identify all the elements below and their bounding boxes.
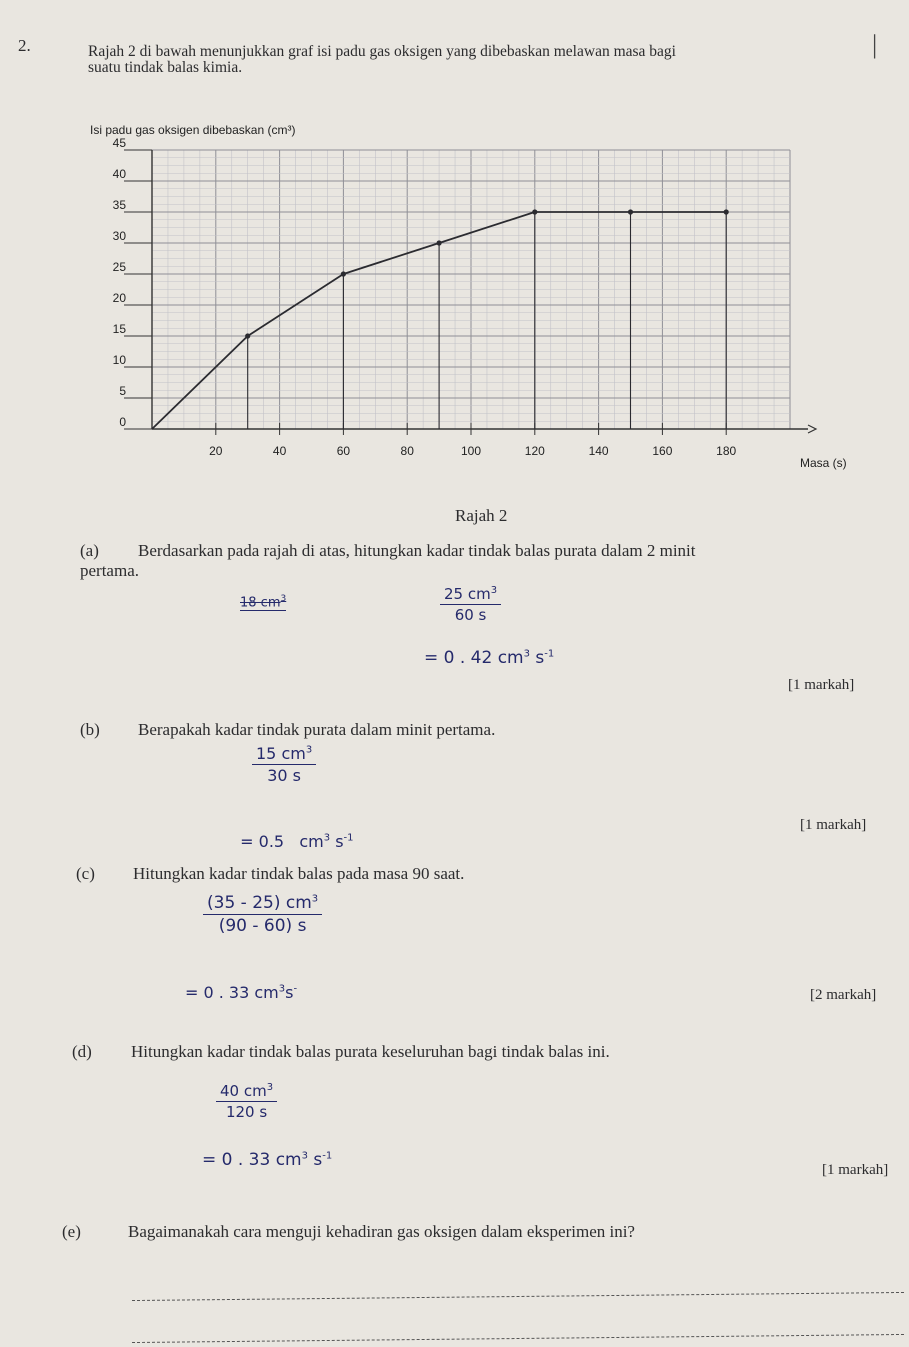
part-c-num-text: (35 - 25) cm xyxy=(207,893,312,913)
part-a-numerator xyxy=(440,585,501,605)
part-a-num-sup: 3 xyxy=(490,585,498,596)
part-b-num-sup: 3 xyxy=(305,744,313,756)
intro-line-1: Rajah 2 di bawah menunjukkan graf isi padu gas oksigen yang dibebaskan melawan masa bagi xyxy=(88,43,676,60)
y-tick-label: 0 xyxy=(119,415,126,429)
chart-y-ticks xyxy=(113,136,152,429)
part-d-fraction xyxy=(216,1082,277,1121)
x-tick-label: 140 xyxy=(588,444,609,458)
data-point xyxy=(437,240,442,245)
part-a-line-1: Berdasarkan pada rajah di atas, hitungkan kadar tindak balas purata dalam 2 minit xyxy=(138,541,696,560)
part-c-fraction xyxy=(203,893,322,936)
part-a-result xyxy=(424,648,554,668)
part-a-result-text: = 0 . 42 cm xyxy=(424,648,524,668)
part-a-result-sup2: -1 xyxy=(544,648,555,660)
part-a-label: (a) xyxy=(80,541,99,560)
part-a-fraction xyxy=(440,585,501,624)
chart-caption: Rajah 2 xyxy=(455,506,508,525)
x-tick-label: 60 xyxy=(336,444,351,458)
part-a-result-unit: s xyxy=(530,648,545,668)
part-d-result-sup1: 3 xyxy=(301,1150,308,1162)
chart-x-ticks xyxy=(209,423,736,458)
part-d-result-unit: s xyxy=(308,1150,323,1170)
part-b-result-unit: s xyxy=(330,832,344,851)
y-tick-label: 35 xyxy=(112,198,126,212)
part-d-num-text: 40 cm xyxy=(220,1082,267,1100)
part-c-label: (c) xyxy=(76,864,95,883)
part-d-numerator xyxy=(216,1082,277,1102)
part-a-question xyxy=(80,541,898,581)
part-b-result xyxy=(230,813,354,851)
part-b-result-sup2: -1 xyxy=(343,832,354,844)
intro-line-2: suatu tindak balas kimia. xyxy=(88,59,243,76)
x-tick-label: 80 xyxy=(400,444,414,458)
x-tick-label: 120 xyxy=(524,444,545,458)
x-tick-label: 180 xyxy=(716,444,737,458)
data-point xyxy=(341,271,346,276)
x-axis-arrow xyxy=(808,425,816,433)
part-b-label: (b) xyxy=(80,720,100,739)
part-b-numerator xyxy=(252,744,316,765)
part-a-line-2: pertama. xyxy=(80,561,139,580)
part-b-fraction xyxy=(252,744,316,785)
part-e-label: (e) xyxy=(62,1222,81,1241)
chart-ylabel: Isi padu gas oksigen dibebaskan (cm³) xyxy=(90,123,296,137)
part-a-struck-sup: 3 xyxy=(280,594,287,604)
y-tick-label: 20 xyxy=(112,291,126,305)
x-tick-label: 20 xyxy=(209,444,223,458)
part-b-denominator: 30 s xyxy=(267,766,301,785)
part-d-question: Hitungkan kadar tindak balas purata keseluruhan bagi tindak balas ini. xyxy=(131,1042,610,1061)
part-a-struck-work xyxy=(240,594,286,611)
part-c-result-unit: s xyxy=(285,983,294,1002)
part-b-num-text: 15 cm xyxy=(256,744,306,763)
chart-series xyxy=(152,209,729,429)
part-c-result-sup1: 3 xyxy=(278,983,286,995)
chart-xlabel: Masa (s) xyxy=(800,456,847,470)
part-e-question: Bagaimanakah cara menguji kehadiran gas oksigen dalam eksperimen ini? xyxy=(128,1222,635,1241)
part-b-marks: [1 markah] xyxy=(800,817,867,833)
part-c-result xyxy=(185,983,297,1002)
y-tick-label: 45 xyxy=(112,136,126,150)
part-a-result-sup1: 3 xyxy=(523,648,530,660)
part-c-num-sup: 3 xyxy=(311,893,319,905)
data-point xyxy=(532,209,537,214)
part-a-struck-text: 18 cm xyxy=(240,595,281,611)
part-b-question: Berapakah kadar tindak purata dalam minit pertama. xyxy=(138,720,496,739)
part-c-question: Hitungkan kadar tindak balas pada masa 90 saat. xyxy=(133,864,465,883)
part-d-label: (d) xyxy=(72,1042,92,1061)
part-c-result-sup2: - xyxy=(293,983,298,995)
part-d-num-sup: 3 xyxy=(266,1082,274,1093)
part-c-result-text: = 0 . 33 cm xyxy=(185,983,279,1002)
part-c-numerator xyxy=(203,893,322,915)
data-point xyxy=(245,333,250,338)
part-d-result-sup2: -1 xyxy=(322,1150,333,1162)
part-d-marks: [1 markah] xyxy=(822,1162,889,1178)
part-d-result-text: = 0 . 33 cm xyxy=(202,1150,302,1170)
corner-mark: | xyxy=(872,30,878,59)
y-tick-label: 40 xyxy=(112,167,126,181)
part-c-marks: [2 markah] xyxy=(810,987,877,1003)
part-d-result xyxy=(202,1150,332,1170)
part-d-denominator: 120 s xyxy=(225,1103,268,1121)
y-tick-label: 25 xyxy=(112,260,126,274)
y-tick-label: 30 xyxy=(112,229,126,243)
data-point xyxy=(628,209,633,214)
question-intro xyxy=(88,44,878,76)
y-tick-label: 5 xyxy=(119,384,126,398)
part-a-denominator: 60 s xyxy=(454,606,487,624)
answer-line-2 xyxy=(132,1334,904,1343)
data-point xyxy=(724,209,729,214)
answer-line-1 xyxy=(132,1292,904,1301)
y-tick-label: 10 xyxy=(112,353,126,367)
part-c-denominator: (90 - 60) s xyxy=(218,916,307,936)
x-tick-label: 100 xyxy=(460,444,482,458)
question-number: 2. xyxy=(18,36,31,55)
x-tick-label: 40 xyxy=(272,444,287,458)
part-a-marks: [1 markah] xyxy=(788,677,855,693)
part-a-num-text: 25 cm xyxy=(444,585,491,603)
y-tick-label: 15 xyxy=(112,322,126,336)
part-b-result-text: = 0.5 cm xyxy=(240,832,324,851)
x-tick-label: 160 xyxy=(652,444,673,458)
oxygen-volume-chart xyxy=(0,110,909,490)
part-b-result-sup1: 3 xyxy=(323,832,331,844)
